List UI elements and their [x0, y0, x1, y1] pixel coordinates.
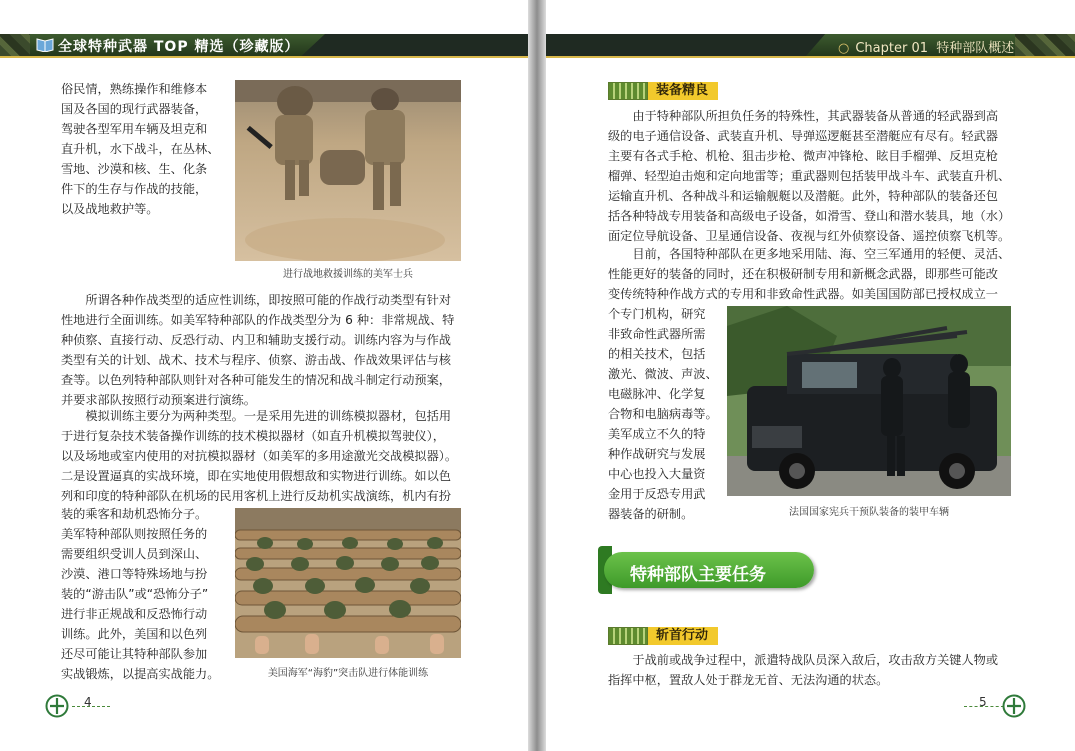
paragraph-2: [608, 244, 1028, 304]
text-line: 非致命性武器所需: [608, 327, 706, 341]
text-line: 性地进行全面训练。如美军特种部队的作战类型分为 6 种：非常规战、特: [61, 313, 455, 327]
page-number: 4: [84, 695, 92, 709]
text-line: 合物和电脑病毒等。: [608, 407, 718, 421]
text-line: 实战锻炼，以提高实战能力。: [61, 667, 220, 681]
bullet-icon: ○: [838, 41, 850, 56]
chapter-title: 特种部队概述: [936, 41, 1015, 56]
photo-caption: 法国国家宪兵干预队装备的装甲车辆: [789, 507, 949, 518]
book-icon: [36, 36, 54, 52]
footer-emblem-icon: [45, 694, 69, 718]
chapter-heading: [838, 37, 1014, 56]
text-line: 查等。以色列特种部队则针对各种可能发生的情况和战斗制定行动预案，: [61, 373, 451, 387]
text-line: 装的乘客和劫机恐怖分子。: [61, 507, 208, 521]
rescue-training-photo: [235, 80, 461, 261]
text-line: 类型有关的计划、战术、技术与程序、侦察、游击战、作战效果评估与核: [61, 353, 451, 367]
right-header-bar: [546, 34, 1075, 58]
rank-stripes-icon: [608, 627, 648, 645]
text-line: 由于特种部队所担负任务的特殊性，其武器装备从普通的轻武器到高: [632, 109, 999, 123]
paragraph-2: [61, 406, 471, 506]
text-line: 中心也投入大量资: [608, 467, 706, 481]
text-line: 于进行复杂技术装备操作训练的技术模拟器材（如直升机模拟驾驶仪），: [61, 429, 445, 443]
text-line: 并要求部队按照行动预案进行演练。: [61, 393, 256, 407]
paragraph-4: [608, 650, 1028, 690]
text-line: 于战前或战争过程中，派遣特战队员深入敌后，攻击敌方关键人物或: [632, 653, 999, 667]
photo2-caption: 美国海军“海豹”突击队进行体能训练: [267, 668, 429, 679]
text-line: 美军特种部队则按照任务的: [61, 527, 208, 541]
left-header-bar: [0, 34, 528, 58]
text-line: 括各种特战专用装备和高级电子设备，如滑雪、登山和潜水装具，地（水）: [608, 209, 1011, 223]
text-line: 指挥中枢，置敌人处于群龙无首、无法沟通的状态。: [608, 673, 889, 687]
book-title: 全球特种武器 TOP 精选（珍藏版）: [58, 39, 300, 55]
intro-text: [61, 79, 231, 219]
section-heading: [598, 546, 824, 594]
text-line: 激光、微波、声波、: [608, 367, 718, 381]
text-line: 种侦察、直接行动、反恐行动、内卫和辅助支援行动。训练内容为与作战: [61, 333, 451, 347]
text-line: 训练。此外，美国和以色列: [61, 627, 208, 641]
text-line: 美军成立不久的特: [608, 427, 706, 441]
left-page: [0, 0, 528, 751]
text-line: 沙漠、港口等特殊场地与扮: [61, 567, 208, 581]
paragraph-1: [61, 290, 471, 410]
text-line: 个专门机构，研究: [608, 307, 706, 321]
text-line: 电磁脉冲、化学复: [608, 387, 706, 401]
text-line: 国及各国的现行武器装备，: [61, 102, 208, 116]
armored-vehicle-photo: [727, 306, 1011, 496]
text-line: 目前，各国特种部队在更多地采用陆、海、空三军通用的轻便、灵活、: [632, 247, 1011, 261]
text-line: 二是设置逼真的实战环境，即在实地使用假想敌和实物进行训练。如以色: [61, 469, 451, 483]
rank-stripes-icon: [608, 82, 648, 100]
text-line: 的相关技术，包括: [608, 347, 706, 361]
text-line: 种作战研究与发展: [608, 447, 706, 461]
subheading-label: 装备精良: [648, 82, 718, 100]
text-line: 装的“游击队”或“恐怖分子”: [61, 587, 209, 601]
paragraph-3: [608, 304, 728, 524]
text-line: 所谓各种作战类型的适应性训练，即按照可能的作战行动类型有针对: [85, 293, 452, 307]
text-line: 级的电子通信设备、武装直升机、导弹巡逻艇甚至潜艇应有尽有。轻武器: [608, 129, 998, 143]
footer-emblem-icon: [1002, 694, 1026, 718]
section-title: 特种部队主要任务: [630, 565, 766, 585]
text-line: 以及场地或室内使用的对抗模拟器材（如美军的多用途激光交战模拟器）。: [61, 449, 458, 463]
subheading-equipment: [608, 82, 718, 100]
text-line: 俗民情，熟练操作和维修本: [61, 82, 208, 96]
text-line: 运输直升机、各种战斗和运输舰艇以及潜艇。此外，特种部队的装备还包: [608, 189, 998, 203]
text-line: 器装备的研制。: [608, 507, 694, 521]
text-line: 面定位导航设备、卫星通信设备、夜视与红外侦察设备、遥控侦察飞机等。: [608, 229, 1011, 243]
header-camo-pattern: [1015, 34, 1075, 56]
text-line: 变传统特种作战方式的专用和非致命性武器。如美国国防部已授权成立一: [608, 287, 998, 301]
text-line: 需要组织受训人员到深山、: [61, 547, 208, 561]
book-spine: [528, 0, 546, 751]
subheading-label: 斩首行动: [648, 627, 718, 645]
text-line: 以及战地救护等。: [61, 202, 159, 216]
text-line: 性能更好的装备的同时，还在积极研制专用和新概念武器，即那些可能改: [608, 267, 998, 281]
paragraph-3: [61, 504, 233, 684]
photo1-caption: 进行战地救援训练的美军士兵: [283, 269, 413, 280]
page-number: 5: [979, 695, 987, 709]
chapter-number: Chapter 01: [855, 41, 928, 56]
text-line: 榴弹、轻型迫击炮和定向地雷等；重武器则包括装甲战斗车、武装直升机、: [608, 169, 1011, 183]
text-line: 件下的生存与作战的技能，: [61, 182, 208, 196]
text-line: 金用于反恐专用武: [608, 487, 706, 501]
text-line: 雪地、沙漠和核、生、化条: [61, 162, 208, 176]
text-line: 驾驶各型军用车辆及坦克和: [61, 122, 208, 136]
text-line: 直升机，水下战斗，在丛林、: [61, 142, 220, 156]
right-page: [546, 0, 1075, 751]
subheading-decapitation: [608, 627, 718, 645]
text-line: 进行非正规战和反恐怖行动: [61, 607, 208, 621]
text-line: 列和印度的特种部队在机场的民用客机上进行反劫机实战演练，机内有扮: [61, 489, 451, 503]
paragraph-1: [608, 106, 1028, 246]
text-line: 主要有各式手枪、机枪、狙击步枪、微声冲锋枪、眩目手榴弹、反坦克枪: [608, 149, 998, 163]
navy-seal-training-photo: [235, 508, 461, 658]
text-line: 还尽可能让其特种部队参加: [61, 647, 208, 661]
text-line: 模拟训练主要分为两种类型。一是采用先进的训练模拟器材，包括用: [85, 409, 452, 423]
